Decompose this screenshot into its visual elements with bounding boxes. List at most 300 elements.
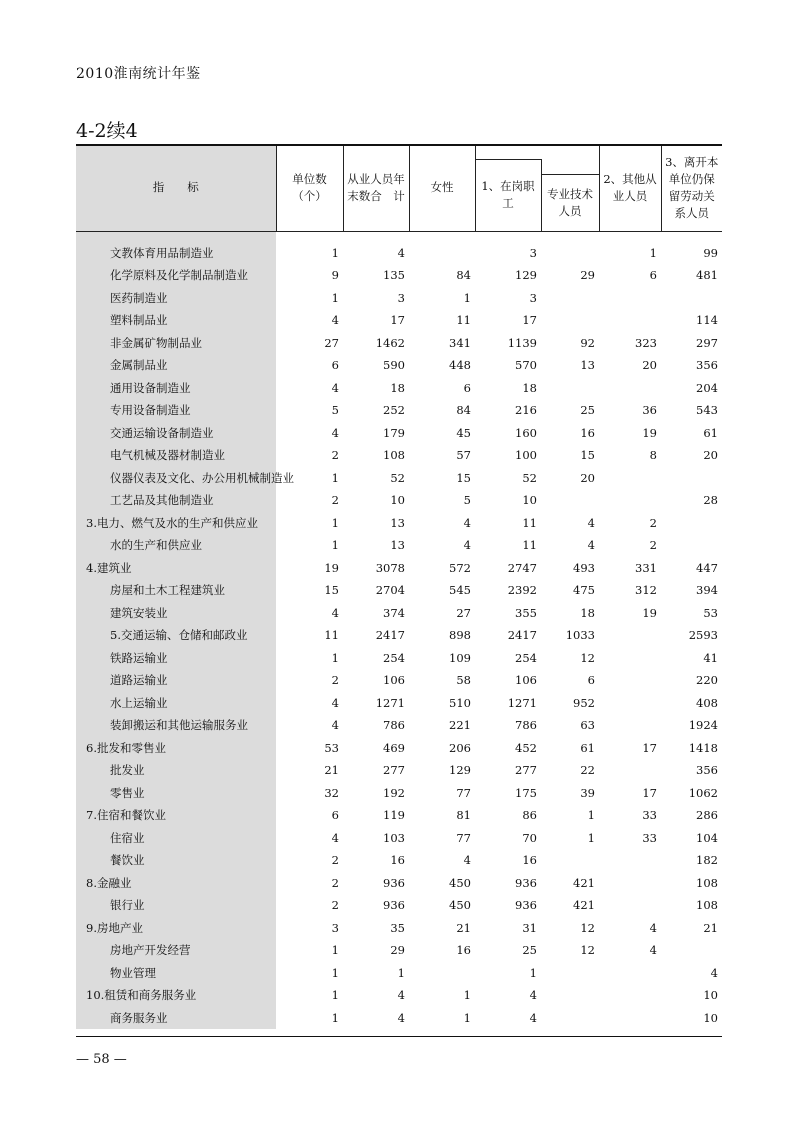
cell-other: 323 [635,335,657,350]
row-label: 道路运输业 [76,669,276,692]
cell-other [599,714,661,737]
row-label: 专用设备制造业 [76,399,276,422]
cell-professional [541,962,599,985]
table-row [76,422,722,445]
cell-female: 27 [456,605,471,620]
cell-total: 17 [390,313,405,328]
cell-retained: 104 [696,830,718,845]
cell-units: 2 [331,853,339,868]
table-row [76,827,722,850]
cell-total: 469 [383,740,405,755]
cell-units: 4 [331,695,339,710]
cell-retained: 356 [696,763,718,778]
cell-total: 119 [383,808,405,823]
cell-on-duty: 86 [522,808,537,823]
cell-professional: 12 [580,943,595,958]
cell-units: 15 [324,583,339,598]
cell-other: 19 [642,605,657,620]
cell-total: 3078 [375,560,405,575]
header-units: 单位数（个） [276,145,343,232]
cell-professional [541,489,599,512]
table-row [76,984,722,1007]
table-row [76,692,722,715]
cell-retained: 21 [703,920,718,935]
cell-on-duty: 17 [522,313,537,328]
table-row [76,962,722,985]
cell-professional: 22 [580,763,595,778]
cell-retained: 108 [696,875,718,890]
cell-units: 1 [331,538,339,553]
cell-professional [541,984,599,1007]
cell-on-duty: 18 [522,380,537,395]
row-label: 医药制造业 [76,287,276,310]
cell-total: 4 [397,245,405,260]
cell-female: 57 [456,448,471,463]
table-row [76,872,722,895]
cell-professional: 421 [573,898,595,913]
cell-units: 4 [331,425,339,440]
cell-professional: 61 [580,740,595,755]
cell-retained [661,534,722,557]
cell-female: 448 [449,358,471,373]
cell-on-duty: 452 [515,740,537,755]
cell-other [599,692,661,715]
row-label: 房屋和土木工程建筑业 [76,579,276,602]
cell-retained: 10 [703,988,718,1003]
cell-female: 84 [456,403,471,418]
cell-other [599,759,661,782]
cell-on-duty: 936 [515,875,537,890]
header-other: 2、其他从业人员 [599,145,661,232]
running-head: 2010淮南统计年鉴 [76,66,201,82]
row-label: 8.金融业 [76,872,276,895]
cell-other [599,894,661,917]
cell-female: 11 [456,313,471,328]
cell-total: 52 [390,470,405,485]
row-label: 10.租赁和商务服务业 [76,984,276,1007]
table-row [76,489,722,512]
table-row [76,579,722,602]
cell-other [599,962,661,985]
cell-total: 936 [383,898,405,913]
row-label: 水的生产和供应业 [76,534,276,557]
table-header [76,145,722,232]
cell-retained [661,287,722,310]
table-row [76,939,722,962]
cell-other: 33 [642,830,657,845]
cell-total: 13 [390,515,405,530]
cell-on-duty: 2747 [507,560,537,575]
cell-total: 2704 [375,583,405,598]
cell-female: 4 [463,538,471,553]
cell-retained: 2593 [688,628,718,643]
cell-female: 898 [449,628,471,643]
table-row [76,512,722,535]
table-row [76,444,722,467]
cell-other: 33 [642,808,657,823]
cell-professional: 20 [580,470,595,485]
table-row [76,557,722,580]
table-row [76,714,722,737]
cell-other [599,489,661,512]
cell-other: 6 [649,268,657,283]
cell-on-duty: 11 [522,515,537,530]
cell-retained: 408 [696,695,718,710]
cell-female: 4 [463,515,471,530]
table-row [76,399,722,422]
cell-professional: 493 [573,560,595,575]
cell-total: 4 [397,1010,405,1025]
cell-retained: 53 [703,605,718,620]
cell-professional: 4 [587,515,595,530]
row-label: 交通运输设备制造业 [76,422,276,445]
cell-on-duty: 129 [515,268,537,283]
cell-female: 21 [456,920,471,935]
cell-other: 8 [649,448,657,463]
cell-professional: 18 [580,605,595,620]
cell-units: 4 [331,313,339,328]
cell-other: 4 [649,920,657,935]
cell-other [599,467,661,490]
cell-units: 11 [324,628,339,643]
cell-on-duty: 100 [515,448,537,463]
cell-retained: 41 [703,650,718,665]
cell-other [599,647,661,670]
cell-professional [541,231,599,264]
cell-professional: 15 [580,448,595,463]
table-row [76,332,722,355]
row-label: 房地产开发经营 [76,939,276,962]
table-row [76,669,722,692]
cell-female [409,962,475,985]
cell-total: 18 [390,380,405,395]
cell-on-duty: 16 [522,853,537,868]
cell-total: 252 [383,403,405,418]
cell-professional: 12 [580,650,595,665]
cell-retained: 220 [696,673,718,688]
table-row [76,467,722,490]
cell-female: 450 [449,898,471,913]
cell-on-duty: 4 [529,988,537,1003]
cell-professional [541,849,599,872]
row-label: 装卸搬运和其他运输服务业 [76,714,276,737]
cell-other [599,624,661,647]
cell-retained: 394 [696,583,718,598]
cell-units: 1 [331,1010,339,1025]
cell-units: 1 [331,943,339,958]
cell-other: 20 [642,358,657,373]
cell-female: 77 [456,785,471,800]
cell-total: 135 [383,268,405,283]
cell-professional: 63 [580,718,595,733]
cell-professional: 16 [580,425,595,440]
cell-professional: 475 [573,583,595,598]
cell-female: 4 [463,853,471,868]
table-body [76,231,722,1029]
cell-retained [661,512,722,535]
cell-total: 10 [390,493,405,508]
cell-on-duty: 3 [529,290,537,305]
row-label: 零售业 [76,782,276,805]
table-row [76,894,722,917]
cell-professional: 4 [587,538,595,553]
cell-retained: 114 [696,313,718,328]
cell-on-duty: 31 [522,920,537,935]
header-female: 女性 [409,145,475,232]
cell-other [599,1007,661,1030]
cell-total: 590 [383,358,405,373]
cell-total: 2417 [375,628,405,643]
cell-female: 84 [456,268,471,283]
cell-units: 1 [331,988,339,1003]
cell-retained: 447 [696,560,718,575]
cell-retained: 61 [703,425,718,440]
cell-total: 277 [383,763,405,778]
cell-units: 21 [324,763,339,778]
cell-total: 29 [390,943,405,958]
row-label: 水上运输业 [76,692,276,715]
cell-total: 1462 [375,335,405,350]
cell-female: 450 [449,875,471,890]
cell-units: 2 [331,448,339,463]
table-row [76,309,722,332]
cell-total: 16 [390,853,405,868]
cell-total: 1 [397,965,405,980]
row-label: 金属制品业 [76,354,276,377]
cell-female: 1 [463,290,471,305]
row-label: 住宿业 [76,827,276,850]
cell-units: 2 [331,875,339,890]
cell-units: 5 [331,403,339,418]
row-label: 银行业 [76,894,276,917]
cell-units: 6 [331,358,339,373]
cell-total: 103 [383,830,405,845]
cell-on-duty: 106 [515,673,537,688]
cell-on-duty: 2392 [507,583,537,598]
cell-on-duty: 216 [515,403,537,418]
cell-total: 374 [383,605,405,620]
cell-female: 1 [463,1010,471,1025]
cell-retained: 204 [696,380,718,395]
cell-units: 3 [331,920,339,935]
row-label: 4.建筑业 [76,557,276,580]
cell-on-duty: 277 [515,763,537,778]
row-label: 建筑安装业 [76,602,276,625]
cell-retained: 1418 [688,740,718,755]
table-row [76,849,722,872]
table-row [76,377,722,400]
cell-female: 572 [449,560,471,575]
cell-total: 4 [397,988,405,1003]
row-label: 非金属矿物制品业 [76,332,276,355]
cell-total: 179 [383,425,405,440]
cell-units: 4 [331,380,339,395]
cell-other: 4 [649,943,657,958]
cell-units: 53 [324,740,339,755]
cell-female: 129 [449,763,471,778]
cell-retained: 20 [703,448,718,463]
cell-retained [661,939,722,962]
cell-on-duty: 4 [529,1010,537,1025]
cell-other [599,872,661,895]
table-row [76,602,722,625]
cell-on-duty: 570 [515,358,537,373]
header-on-duty: 1、在岗职工 [475,160,541,232]
table-row [76,231,722,264]
cell-female: 206 [449,740,471,755]
cell-other: 312 [635,583,657,598]
table-row [76,534,722,557]
header-retained: 3、离开本单位仍保留劳动关系人员 [661,145,722,232]
cell-professional: 421 [573,875,595,890]
cell-retained: 4 [710,965,718,980]
bottom-rule [76,1036,722,1037]
row-label: 物业管理 [76,962,276,985]
table-row [76,917,722,940]
cell-on-duty: 1 [529,965,537,980]
top-rule [76,144,722,146]
cell-units: 1 [331,515,339,530]
cell-retained: 99 [703,245,718,260]
table-row [76,647,722,670]
cell-professional: 29 [580,268,595,283]
cell-female [409,231,475,264]
page-number: — 58 — [76,1052,127,1067]
row-label: 6.批发和零售业 [76,737,276,760]
cell-other [599,669,661,692]
cell-units: 2 [331,673,339,688]
cell-units: 19 [324,560,339,575]
cell-professional [541,309,599,332]
cell-female: 109 [449,650,471,665]
cell-on-duty: 936 [515,898,537,913]
cell-on-duty: 3 [529,245,537,260]
cell-professional [541,377,599,400]
cell-total: 192 [383,785,405,800]
cell-retained: 286 [696,808,718,823]
cell-units: 1 [331,290,339,305]
cell-total: 108 [383,448,405,463]
cell-other: 19 [642,425,657,440]
cell-on-duty: 25 [522,943,537,958]
cell-units: 4 [331,718,339,733]
cell-units: 9 [331,268,339,283]
cell-units: 4 [331,605,339,620]
cell-female: 1 [463,988,471,1003]
cell-retained: 1062 [688,785,718,800]
cell-on-duty: 11 [522,538,537,553]
cell-retained: 108 [696,898,718,913]
cell-units: 4 [331,830,339,845]
cell-units: 27 [324,335,339,350]
cell-female: 81 [456,808,471,823]
row-label: 5.交通运输、仓储和邮政业 [76,624,276,647]
cell-total: 254 [383,650,405,665]
cell-on-duty: 70 [522,830,537,845]
row-label: 塑料制品业 [76,309,276,332]
cell-retained: 1924 [688,718,718,733]
cell-female: 545 [449,583,471,598]
row-label: 工艺品及其他制造业 [76,489,276,512]
cell-units: 32 [324,785,339,800]
cell-units: 6 [331,808,339,823]
row-label: 7.住宿和餐饮业 [76,804,276,827]
cell-other: 2 [649,515,657,530]
cell-other [599,287,661,310]
cell-units: 2 [331,493,339,508]
cell-other: 36 [642,403,657,418]
header-indicator: 指 标 [76,145,276,232]
table-row [76,737,722,760]
cell-total: 13 [390,538,405,553]
cell-professional: 1 [587,830,595,845]
cell-professional: 1 [587,808,595,823]
cell-female: 341 [449,335,471,350]
cell-other [599,309,661,332]
row-label: 仪器仪表及文化、办公用机械制造业 [76,467,276,490]
cell-units: 2 [331,898,339,913]
cell-total: 106 [383,673,405,688]
cell-total: 35 [390,920,405,935]
cell-retained: 182 [696,853,718,868]
cell-professional: 39 [580,785,595,800]
cell-female: 77 [456,830,471,845]
row-label: 9.房地产业 [76,917,276,940]
table-row [76,1007,722,1030]
cell-on-duty: 1271 [507,695,537,710]
cell-total: 3 [397,290,405,305]
cell-retained: 543 [696,403,718,418]
cell-total: 1271 [375,695,405,710]
cell-professional: 1033 [565,628,595,643]
row-label: 批发业 [76,759,276,782]
cell-female: 58 [456,673,471,688]
cell-units: 1 [331,650,339,665]
cell-professional [541,1007,599,1030]
table-row [76,804,722,827]
cell-other [599,984,661,1007]
cell-on-duty: 10 [522,493,537,508]
cell-units: 1 [331,965,339,980]
cell-retained [661,467,722,490]
row-label: 通用设备制造业 [76,377,276,400]
cell-female: 15 [456,470,471,485]
table-row [76,264,722,287]
cell-female: 510 [449,695,471,710]
table-row [76,759,722,782]
row-label: 化学原料及化学制品制造业 [76,264,276,287]
cell-other: 17 [642,785,657,800]
row-label: 餐饮业 [76,849,276,872]
cell-on-duty: 355 [515,605,537,620]
cell-retained: 356 [696,358,718,373]
table-row [76,624,722,647]
cell-other: 1 [649,245,657,260]
cell-on-duty: 786 [515,718,537,733]
cell-on-duty: 2417 [507,628,537,643]
cell-total: 786 [383,718,405,733]
cell-units: 1 [331,470,339,485]
cell-on-duty: 175 [515,785,537,800]
cell-on-duty: 1139 [507,335,537,350]
header-total: 从业人员年末数合 计 [343,145,409,232]
cell-female: 5 [463,493,471,508]
cell-other: 2 [649,538,657,553]
row-label: 商务服务业 [76,1007,276,1030]
cell-professional: 92 [580,335,595,350]
row-label: 文教体育用品制造业 [76,231,276,264]
table-row [76,287,722,310]
